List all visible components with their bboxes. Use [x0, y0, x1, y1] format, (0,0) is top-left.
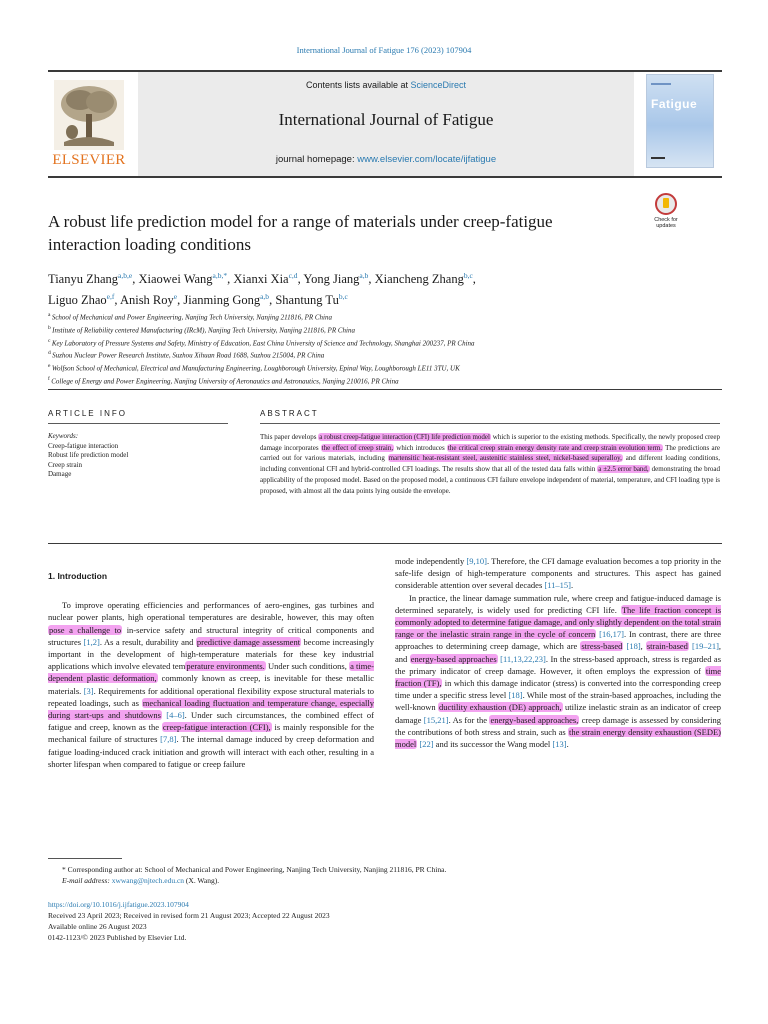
affiliation-item — [48, 361, 718, 374]
affiliation-list — [48, 310, 718, 387]
contents-line — [138, 80, 634, 90]
highlighted-text: a time-dependent plastic deformation, — [48, 661, 374, 684]
check-for-updates-button[interactable] — [648, 193, 684, 233]
citation-link[interactable]: [4–6] — [166, 710, 185, 721]
body-text: in-service safety and structural integrity of critical components and structures — [48, 624, 374, 647]
masthead-center-panel — [138, 72, 634, 176]
highlighted-text: The life fraction concept is commonly adopted to determine fatigue damage, and only slightly dependent on the total strain range or the inelastic strain range in the cycle of concern — [395, 604, 721, 640]
author-name: Jianming Gong — [183, 293, 261, 308]
cover-decor-bar — [651, 157, 665, 159]
body-text: In practice, the linear damage summation rule, where creep and fatigue-induced damage is determined separately, is widely used for predicting CFI life. — [395, 592, 721, 615]
author[interactable] — [48, 293, 114, 307]
highlighted-text: the strain energy density exhaustion (SEDE) model — [395, 726, 721, 750]
author-separator: , — [368, 272, 375, 287]
body-text: become increasingly important in the development of high-temperature materials for these key industrial applications which involve elevated tem — [48, 636, 375, 672]
author-name: Tianyu Zhang — [48, 272, 119, 287]
highlighted-text: energy-based approaches — [410, 653, 497, 664]
keywords-label: Keywords: — [48, 432, 79, 440]
author-name: Shantung Tu — [275, 293, 339, 308]
highlighted-text: martensitic heat-resistant steel, austenitic stainless steel, nickel-based superalloy, — [388, 454, 622, 463]
body-text: creep damage is assessed by considering the contributions of both stress and strain, such as — [395, 714, 721, 737]
abstract-heading: ABSTRACT — [260, 409, 720, 424]
citation-link[interactable]: [11,13,22,23] — [500, 653, 546, 664]
body-column-right — [395, 555, 721, 750]
body-text: Under such conditions, — [265, 661, 350, 672]
check-for-updates-label: Check for updates — [654, 217, 678, 229]
author-affiliation-marks[interactable]: a,b,e — [118, 271, 133, 280]
paper-title-line-1: A robust life prediction model for a range of materials under creep-fatigue — [48, 212, 553, 231]
highlighted-text: a robust creep-fatigue interaction (CFI) life prediction model — [319, 433, 490, 441]
author-name: Xiaowei Wang — [138, 272, 213, 287]
author-name: Anish Roy — [119, 293, 174, 308]
sciencedirect-link[interactable]: ScienceDirect — [410, 80, 467, 90]
abstract-rule — [48, 543, 722, 544]
author-name: Yong Jiang — [303, 272, 360, 287]
paper-title — [48, 210, 628, 256]
body-text: To improve operating efficiencies and performances of aero-engines, gas turbines and nuclear power plants, high operational temperatures are desirable, however, this may often — [48, 600, 374, 623]
highlighted-text: ductility exhaustion (DE) approach, — [439, 702, 562, 713]
author[interactable] — [138, 272, 227, 286]
body-text: . In contrast, there are three approaches to determining creep damage, which are — [395, 629, 722, 652]
author-list — [48, 267, 708, 309]
highlighted-text: creep-fatigue interaction (CFI), — [162, 722, 271, 733]
check-for-updates-icon — [655, 193, 677, 215]
article-info-heading: ARTICLE INFO — [48, 409, 228, 424]
paper-title-line-2: interaction loading conditions — [48, 235, 252, 254]
elsevier-logo[interactable] — [50, 80, 126, 168]
affiliation-item — [48, 336, 718, 349]
author-affiliation-marks[interactable]: a,b — [260, 292, 270, 302]
affiliation-key: f — [48, 376, 52, 383]
highlighted-text: mechanical loading fluctuation and temperature change, especially during start-ups and shutdowns — [48, 697, 375, 721]
body-column-left — [48, 570, 374, 770]
author-affiliation-marks[interactable]: e — [173, 292, 178, 302]
keyword-item: Damage — [48, 470, 72, 478]
author[interactable] — [303, 272, 368, 286]
citation-link[interactable]: [3] — [83, 685, 94, 696]
citation-link[interactable]: [18] — [626, 641, 641, 652]
keywords-list — [48, 432, 228, 480]
body-text: and different loading conditions, including conventional CFI and hybrid-controlled CFI loadings. The results show that all of the tested data falls within — [260, 454, 720, 474]
affiliation-key: d — [48, 350, 53, 357]
journal-masthead — [48, 70, 722, 176]
contents-prefix: Contents lists available at — [305, 80, 411, 90]
body-text: commonly known as creep, is inevitable for these metallic materials. — [48, 673, 374, 696]
elsevier-wordmark: ELSEVIER — [52, 152, 126, 168]
author-name: Liguo Zhao — [48, 293, 107, 308]
affiliation-text: College of Energy and Power Engineering, Nanjing University of Aeronautics and Astronautics, Nanjing 210016, PR China — [51, 377, 399, 386]
author[interactable] — [120, 293, 177, 307]
affiliation-text: Suzhou Nuclear Power Research Institute, Suzhou Xihuan Road 1688, Suzhou 215004, PR China — [52, 351, 325, 360]
email-note — [48, 875, 722, 886]
highlighted-text: a ±2.5 error band, — [598, 465, 649, 474]
citation-link[interactable]: [15,21] — [423, 714, 449, 725]
highlighted-text: energy-based approaches, — [490, 714, 579, 725]
body-text: . The internal damage induced by creep deformation and fatigue loading-induced crack initiation and growth will interact with each other, resulting in a shorter lifespan when compared to fatigue or creep failure — [48, 734, 374, 769]
author-affiliation-marks[interactable]: a,b,* — [212, 271, 228, 280]
highlighted-text: the effect of creep strain, — [321, 443, 394, 452]
author-affiliation-marks[interactable]: c,d — [288, 271, 298, 280]
email-suffix: (X. Wang). — [184, 876, 220, 885]
affiliation-item — [48, 310, 718, 323]
body-text: demonstrating the broad applicability of the proposed model. Based on the proposed model, a continuous CFI failure envelope independent of material, temperature, and CFI loading type is proposed, with almost all the data points lying outside the envelope. — [260, 465, 721, 495]
article-info-section — [48, 409, 228, 480]
homepage-line — [138, 154, 634, 165]
journal-title: International Journal of Fatigue — [278, 110, 494, 129]
author[interactable] — [183, 293, 269, 307]
author-affiliation-marks[interactable]: e,f — [106, 292, 115, 302]
body-text: . As a result, durability and — [99, 636, 196, 647]
cover-decor-bar — [651, 83, 671, 85]
footnotes — [48, 864, 722, 886]
journal-cover-image[interactable] — [646, 74, 714, 168]
publication-meta — [48, 899, 722, 943]
introduction-paragraph-1 — [48, 599, 374, 770]
body-text: . — [571, 580, 574, 591]
affiliation-text: Key Laboratory of Pressure Systems and Safety, Ministry of Education, East China University of Science and Technology, Shanghai 200237, PR China — [51, 338, 475, 347]
affiliation-key: b — [48, 324, 53, 331]
journal-homepage-link[interactable]: www.elsevier.com/locate/ijfatigue — [357, 154, 497, 165]
masthead-rule — [48, 176, 722, 178]
cover-title: Fatigue — [651, 97, 698, 111]
affiliation-key: c — [48, 337, 52, 344]
body-text: . As for the — [448, 714, 490, 725]
author-separator: , — [114, 293, 120, 308]
author-name: Xianxi Xia — [233, 272, 289, 287]
affiliation-text: School of Mechanical and Power Engineering, Nanjing Tech University, Nanjing 211816, PR China — [51, 313, 332, 322]
homepage-prefix: journal homepage: — [275, 154, 358, 165]
highlighted-text: pose a challenge to — [49, 624, 122, 635]
citation-link[interactable]: [1,2] — [83, 636, 100, 647]
body-text: is mainly responsible for the mechanical failure of structures — [48, 722, 375, 745]
author-affiliation-marks[interactable]: a,b — [359, 271, 369, 280]
body-text: mode independently — [395, 556, 467, 566]
highlighted-text: strain-based — [646, 641, 688, 652]
highlighted-text: stress-based — [581, 641, 623, 652]
body-text: , — [640, 641, 646, 652]
body-text: The predictions are carried out for various materials, including — [260, 443, 721, 463]
author[interactable] — [275, 293, 348, 307]
citation-link[interactable]: [11–15] — [544, 580, 571, 591]
body-text: . — [566, 739, 569, 750]
asterisk-marker: * — [62, 865, 68, 874]
body-text: which is superior to the existing methods. Specifically, the newly proposed creep damage incorporates — [260, 433, 721, 452]
keyword-item: Creep-fatigue interaction — [48, 441, 119, 450]
author-separator: , — [177, 293, 184, 308]
affiliation-item — [48, 374, 718, 387]
elsevier-tree-icon — [54, 80, 124, 150]
author-name: Xiancheng Zhang — [374, 272, 464, 287]
body-text: which introduces — [394, 443, 447, 452]
highlighted-text: predictive damage assessment — [196, 636, 301, 647]
copyright-line: 0142-1123/© 2023 Published by Elsevier Ltd. — [48, 933, 187, 942]
affiliation-item — [48, 323, 718, 336]
citation-link[interactable]: [18] — [508, 690, 523, 701]
email-link[interactable]: xwwang@njtech.edu.cn — [111, 876, 185, 885]
highlighted-text: the critical creep strain energy density rate and creep strain evolution term. — [447, 443, 663, 452]
author[interactable] — [233, 272, 297, 286]
keyword-item: Robust life prediction model — [48, 451, 129, 459]
introduction-heading: 1. Introduction — [48, 571, 108, 581]
body-text: in which this damage indicator (stress) is converted into the corresponding creep time under a specific stress level — [395, 678, 722, 701]
abstract-text — [260, 432, 720, 496]
citation-link[interactable]: [13] — [552, 739, 567, 750]
body-text: , and — [395, 641, 722, 664]
body-text: . Under such circumstances, the combined effect of fatigue and creep, known as the — [48, 710, 375, 733]
doi-link[interactable]: https://doi.org/10.1016/j.ijfatigue.2023.107904 — [48, 900, 189, 909]
highlighted-text: perature environments. — [186, 661, 265, 672]
footnote-rule — [48, 858, 122, 859]
corresponding-author-text: Corresponding author at: School of Mechanical and Power Engineering, Nanjing Tech University, Nanjing 211816, PR China. — [67, 865, 447, 874]
citation-link[interactable]: [16,17] — [599, 629, 624, 640]
author[interactable] — [375, 272, 473, 286]
affiliation-text: Institute of Reliability centered Manufacturing (IRcM), Nanjing Tech University, Nanjing 211816, PR China — [52, 326, 355, 335]
author[interactable] — [48, 272, 132, 286]
journal-reference-link[interactable]: International Journal of Fatigue 176 (2023) 107904 — [296, 45, 472, 55]
affiliation-item — [48, 348, 718, 361]
author-separator: , — [472, 272, 476, 287]
body-text: utilize inelastic strain as an indicator of creep damage — [395, 702, 721, 725]
body-text: . Therefore, the CFI damage evaluation becomes a top priority in the safe-life design of high-temperature components and structures. This aspect has gained considerable attention over several decades — [395, 556, 721, 591]
affiliations-rule — [48, 389, 722, 390]
body-text: and its successor the Wang model — [433, 739, 553, 750]
body-text: . While most of the strain-based approaches, including the well-known — [395, 690, 721, 713]
author-affiliation-marks[interactable]: b,c — [338, 292, 348, 302]
citation-link[interactable]: [7,8] — [160, 734, 177, 745]
introduction-paragraph-1-continued — [395, 555, 721, 592]
author-separator: , — [227, 272, 234, 287]
author-separator: , — [297, 272, 304, 287]
author-separator: , — [269, 293, 276, 308]
affiliation-key: e — [48, 363, 52, 370]
corresponding-author-note — [48, 864, 722, 875]
citation-link[interactable]: [19–21] — [692, 641, 719, 652]
affiliation-key: a — [48, 312, 52, 318]
keyword-item: Creep strain — [48, 460, 83, 469]
introduction-paragraph-2 — [395, 592, 721, 751]
body-text: . In the stress-based approach, stress is regarded as the primary indicator of creep damage. However, it often employs the expression of — [395, 653, 722, 676]
received-dates: Received 23 April 2023; Received in revised form 21 August 2023; Accepted 22 August 2023 — [48, 911, 330, 920]
available-online-date: Available online 26 August 2023 — [48, 922, 147, 931]
body-text: This paper develops — [260, 433, 319, 441]
citation-link[interactable]: [9,10] — [466, 556, 487, 566]
citation-link[interactable]: [22] — [419, 739, 434, 750]
email-label: E-mail address: — [62, 876, 110, 885]
highlighted-text: time fraction (TF), — [395, 665, 721, 689]
author-separator: , — [132, 272, 139, 287]
abstract-section — [260, 409, 720, 496]
affiliation-text: Wolfson School of Mechanical, Electrical and Manufacturing Engineering, Loughborough University, Epinal Way, Loughborough LE11 3TU, UK — [51, 364, 460, 373]
body-text: . Requirements for additional operational flexibility expose structural materials to repeated loadings, such as — [48, 685, 374, 708]
author-affiliation-marks[interactable]: b,c — [463, 271, 473, 280]
